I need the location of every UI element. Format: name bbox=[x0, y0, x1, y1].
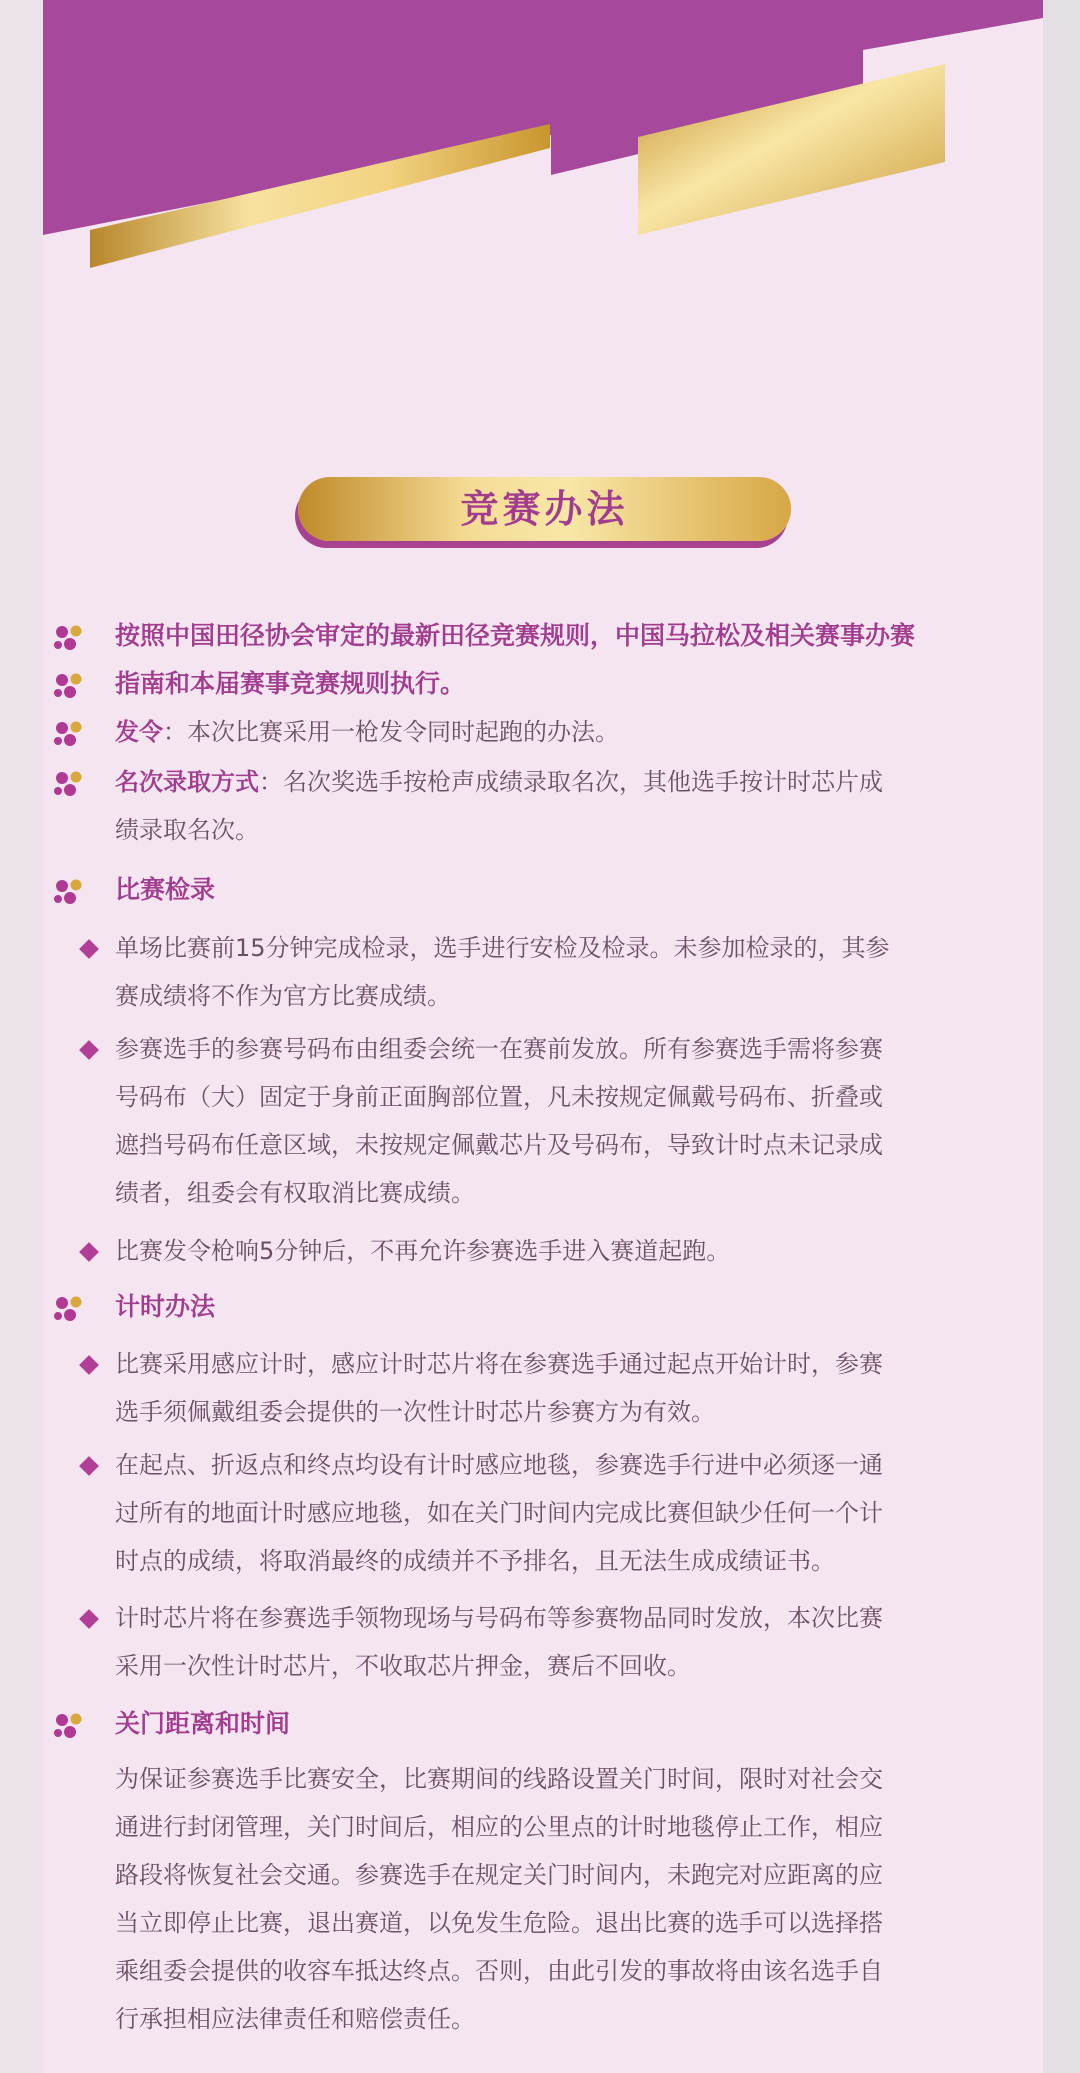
start-rule bbox=[115, 716, 619, 748]
cutoff-line-2: 通进行封闭管理，关门时间后，相应的公里点的计时地毯停止工作，相应 bbox=[115, 1813, 883, 1841]
diamond-icon bbox=[79, 1609, 99, 1629]
checkin-item-1-line-2: 赛成绩将不作为官方比赛成绩。 bbox=[115, 982, 451, 1010]
ranking-text-1: 名次奖选手按枪声成绩录取名次，其他选手按计时芯片成 bbox=[283, 768, 883, 796]
banner-decoration bbox=[43, 0, 1043, 280]
dots-cluster-icon bbox=[53, 1712, 87, 1740]
dots-cluster-icon bbox=[53, 624, 87, 652]
timing-item-1-line-1: 比赛采用感应计时，感应计时芯片将在参赛选手通过起点开始计时，参赛 bbox=[115, 1350, 883, 1378]
section-title: 竞赛办法 bbox=[460, 487, 629, 531]
diamond-icon bbox=[79, 1456, 99, 1476]
start-text: 本次比赛采用一枪发令同时起跑的办法。 bbox=[187, 718, 619, 746]
checkin-item-1-line-1: 单场比赛前15分钟完成检录，选手进行安检及检录。未参加检录的，其参 bbox=[115, 934, 890, 962]
timing-item-3-line-1: 计时芯片将在参赛选手领物现场与号码布等参赛物品同时发放，本次比赛 bbox=[115, 1604, 883, 1632]
ranking-rule-line-1 bbox=[115, 766, 883, 798]
checkin-item-2-line-2: 号码布（大）固定于身前正面胸部位置，凡未按规定佩戴号码布、折叠或 bbox=[115, 1083, 883, 1111]
cutoff-line-5: 乘组委会提供的收容车抵达终点。否则，由此引发的事故将由该名选手自 bbox=[115, 1957, 883, 1985]
dots-cluster-icon bbox=[53, 1295, 87, 1323]
ranking-label: 名次录取方式 bbox=[115, 768, 259, 796]
ranking-sep: ： bbox=[259, 768, 283, 796]
rule-line-2: 指南和本届赛事竞赛规则执行。 bbox=[115, 669, 466, 698]
start-sep: ： bbox=[163, 718, 187, 746]
dots-cluster-icon bbox=[53, 672, 87, 700]
cutoff-heading: 关门距离和时间 bbox=[115, 1709, 291, 1738]
page-margin-right bbox=[1043, 0, 1080, 2073]
poster-card bbox=[43, 0, 1043, 2073]
checkin-item-2-line-3: 遮挡号码布任意区域，未按规定佩戴芯片及号码布，导致计时点未记录成 bbox=[115, 1131, 883, 1159]
diamond-icon bbox=[79, 1040, 99, 1060]
timing-item-3-line-2: 采用一次性计时芯片，不收取芯片押金，赛后不回收。 bbox=[115, 1652, 691, 1680]
timing-heading: 计时办法 bbox=[115, 1292, 216, 1321]
start-label: 发令 bbox=[115, 718, 163, 746]
timing-item-2-line-2: 过所有的地面计时感应地毯，如在关门时间内完成比赛但缺少任何一个计 bbox=[115, 1499, 883, 1527]
page-margin-left bbox=[0, 0, 43, 2073]
section-title-banner bbox=[298, 477, 791, 541]
ranking-rule-line-2: 绩录取名次。 bbox=[115, 816, 259, 844]
timing-item-2-line-3: 时点的成绩，将取消最终的成绩并不予排名，且无法生成成绩证书。 bbox=[115, 1547, 835, 1575]
rule-line-1: 按照中国田径协会审定的最新田径竞赛规则，中国马拉松及相关赛事办赛 bbox=[115, 621, 916, 650]
diamond-icon bbox=[79, 1355, 99, 1375]
diamond-icon bbox=[79, 939, 99, 959]
timing-item-2-line-1: 在起点、折返点和终点均设有计时感应地毯，参赛选手行进中必须逐一通 bbox=[115, 1451, 883, 1479]
dots-cluster-icon bbox=[53, 720, 87, 748]
checkin-item-3-line-1: 比赛发令枪响5分钟后，不再允许参赛选手进入赛道起跑。 bbox=[115, 1237, 731, 1265]
diamond-icon bbox=[79, 1242, 99, 1262]
checkin-item-2-line-4: 绩者，组委会有权取消比赛成绩。 bbox=[115, 1179, 475, 1207]
checkin-heading: 比赛检录 bbox=[115, 875, 216, 904]
cutoff-line-1: 为保证参赛选手比赛安全，比赛期间的线路设置关门时间，限时对社会交 bbox=[115, 1765, 883, 1793]
dots-cluster-icon bbox=[53, 770, 87, 798]
dots-cluster-icon bbox=[53, 878, 87, 906]
checkin-item-2-line-1: 参赛选手的参赛号码布由组委会统一在赛前发放。所有参赛选手需将参赛 bbox=[115, 1035, 883, 1063]
timing-item-1-line-2: 选手须佩戴组委会提供的一次性计时芯片参赛方为有效。 bbox=[115, 1398, 715, 1426]
cutoff-line-6: 行承担相应法律责任和赔偿责任。 bbox=[115, 2005, 475, 2033]
cutoff-line-4: 当立即停止比赛，退出赛道，以免发生危险。退出比赛的选手可以选择搭 bbox=[115, 1909, 883, 1937]
cutoff-line-3: 路段将恢复社会交通。参赛选手在规定关门时间内，未跑完对应距离的应 bbox=[115, 1861, 883, 1889]
